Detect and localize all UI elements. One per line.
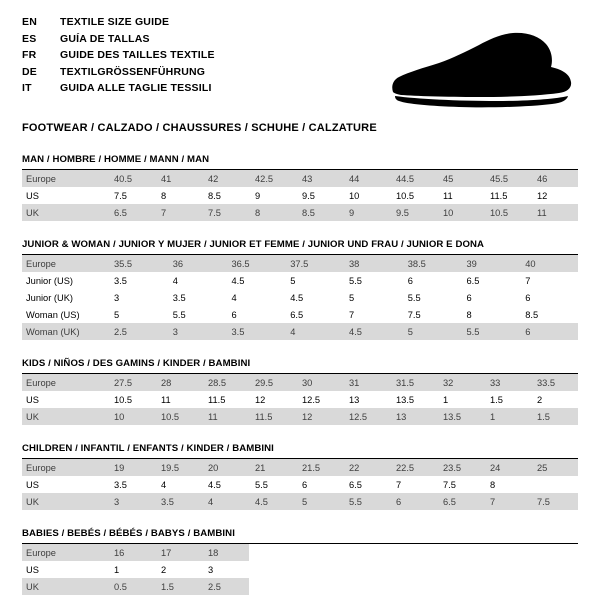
cell: 2.5: [202, 578, 249, 595]
cell: 7.5: [108, 187, 155, 204]
row-label: Europe: [22, 544, 108, 561]
cell: 5: [284, 272, 343, 289]
language-code: ES: [22, 32, 37, 45]
table-row: [22, 306, 578, 323]
cell: 5: [296, 493, 343, 510]
cell-empty: [390, 561, 437, 578]
size-table-children: [22, 459, 578, 510]
cell-empty: [531, 561, 578, 578]
language-row: [22, 14, 215, 31]
cell-empty: [437, 561, 484, 578]
cell: 10.5: [155, 408, 202, 425]
cell: 7.5: [531, 493, 578, 510]
cell: 44.5: [390, 170, 437, 187]
cell: 13.5: [390, 391, 437, 408]
cell: 4.5: [202, 476, 249, 493]
cell: 16: [108, 544, 155, 561]
cell: 21: [249, 459, 296, 476]
cell: 11.5: [249, 408, 296, 425]
row-label: Europe: [22, 255, 108, 272]
size-table-man: [22, 170, 578, 221]
table-row: [22, 476, 578, 493]
cell: 39: [461, 255, 520, 272]
language-title: GUIDA ALLE TAGLIE TESSILI: [60, 82, 212, 94]
cell: 2: [155, 561, 202, 578]
cell: 12: [531, 187, 578, 204]
cell: 28.5: [202, 374, 249, 391]
cell: 1: [437, 391, 484, 408]
cell-empty: [296, 561, 343, 578]
language-code: FR: [22, 49, 37, 61]
row-label: UK: [22, 408, 108, 425]
cell: 37.5: [284, 255, 343, 272]
cell-empty: [249, 544, 296, 561]
cell: 6.5: [108, 204, 155, 221]
cell: 4.5: [249, 493, 296, 510]
row-label: UK: [22, 493, 108, 510]
size-table-junior-woman: [22, 255, 578, 340]
cell-empty: [343, 561, 390, 578]
language-title: GUÍA DE TALLAS: [60, 32, 150, 45]
cell: 11: [437, 187, 484, 204]
cell: 9.5: [296, 187, 343, 204]
section-kids: [22, 358, 578, 425]
language-code: IT: [22, 82, 32, 94]
cell: 20: [202, 459, 249, 476]
cell: 0.5: [108, 578, 155, 595]
section-heading: CHILDREN / INFANTIL / ENFANTS / KINDER / BAMBINI: [22, 443, 578, 459]
cell: 6.5: [437, 493, 484, 510]
cell: 2: [531, 391, 578, 408]
cell: 8: [249, 204, 296, 221]
language-title: GUIDE DES TAILLES TEXTILE: [60, 49, 215, 61]
cell: 9: [343, 204, 390, 221]
cell: 19: [108, 459, 155, 476]
row-label: Woman (UK): [22, 323, 108, 340]
language-row: [22, 80, 215, 97]
table-row: [22, 391, 578, 408]
language-title-list: [22, 14, 215, 97]
section-junior-woman: [22, 239, 578, 340]
cell: 8: [484, 476, 531, 493]
cell: 45.5: [484, 170, 531, 187]
cell: 7: [343, 306, 402, 323]
cell: 17: [155, 544, 202, 561]
section-heading: KIDS / NIÑOS / DES GAMINS / KINDER / BAMBINI: [22, 358, 578, 374]
cell-empty: [437, 578, 484, 595]
cell-empty: [343, 578, 390, 595]
cell: 3: [108, 289, 167, 306]
cell: 4: [202, 493, 249, 510]
cell: 5.5: [343, 272, 402, 289]
cell: 12: [296, 408, 343, 425]
cell: 29.5: [249, 374, 296, 391]
table-row: [22, 459, 578, 476]
cell: 1.5: [531, 408, 578, 425]
cell: 19.5: [155, 459, 202, 476]
document-header: [22, 14, 578, 108]
cell: [531, 476, 578, 493]
language-title: TEXTILGRÖSSENFÜHRUNG: [60, 65, 206, 78]
cell: 11.5: [202, 391, 249, 408]
table-row: [22, 255, 578, 272]
section-heading: BABIES / BEBÉS / BÉBÉS / BABYS / BAMBINI: [22, 528, 578, 544]
cell: 10: [437, 204, 484, 221]
cell: 12: [249, 391, 296, 408]
row-label: US: [22, 187, 108, 204]
cell: 6.5: [284, 306, 343, 323]
cell: 11: [202, 408, 249, 425]
cell: 5.5: [343, 493, 390, 510]
cell: 1.5: [155, 578, 202, 595]
cell: 28: [155, 374, 202, 391]
language-row: [22, 64, 215, 81]
cell: 41: [155, 170, 202, 187]
cell: 42: [202, 170, 249, 187]
cell: 9: [249, 187, 296, 204]
row-label: US: [22, 561, 108, 578]
cell: 4.5: [226, 272, 285, 289]
cell: 3: [108, 493, 155, 510]
cell: 9.5: [390, 204, 437, 221]
cell: 1.5: [484, 391, 531, 408]
cell-empty: [249, 561, 296, 578]
category-title: FOOTWEAR / CALZADO / CHAUSSURES / SCHUHE / CALZATURE: [22, 122, 377, 134]
table-row: [22, 544, 578, 561]
cell: 5.5: [249, 476, 296, 493]
row-label: UK: [22, 578, 108, 595]
cell: 12.5: [343, 408, 390, 425]
language-title: TEXTILE SIZE GUIDE: [60, 16, 170, 28]
cell: 4: [155, 476, 202, 493]
cell: 8: [155, 187, 202, 204]
cell: 5: [108, 306, 167, 323]
cell: 5.5: [167, 306, 226, 323]
section-heading: JUNIOR & WOMAN / JUNIOR Y MUJER / JUNIOR ET FEMME / JUNIOR UND FRAU / JUNIOR E DONA: [22, 239, 578, 255]
cell: 32: [437, 374, 484, 391]
cell: 23.5: [437, 459, 484, 476]
cell-empty: [484, 544, 531, 561]
cell: 4: [167, 272, 226, 289]
row-label: Europe: [22, 170, 108, 187]
table-row: [22, 408, 578, 425]
cell-empty: [437, 544, 484, 561]
cell: 27.5: [108, 374, 155, 391]
cell: 5.5: [402, 289, 461, 306]
cell: 33.5: [531, 374, 578, 391]
cell-empty: [296, 544, 343, 561]
cell: 1: [484, 408, 531, 425]
cell: 31.5: [390, 374, 437, 391]
language-row: [22, 31, 215, 48]
section-children: [22, 443, 578, 510]
cell: 6: [226, 306, 285, 323]
cell: 3.5: [167, 289, 226, 306]
cell: 33: [484, 374, 531, 391]
row-label: Europe: [22, 459, 108, 476]
table-row: [22, 374, 578, 391]
cell: 38: [343, 255, 402, 272]
cell: 36.5: [226, 255, 285, 272]
cell: 10.5: [108, 391, 155, 408]
cell-empty: [249, 578, 296, 595]
cell: 44: [343, 170, 390, 187]
cell: 1: [108, 561, 155, 578]
cell: 8: [461, 306, 520, 323]
section-babies: [22, 528, 578, 595]
row-label: Woman (US): [22, 306, 108, 323]
cell: 8.5: [519, 306, 578, 323]
cell: 7: [519, 272, 578, 289]
language-code: DE: [22, 65, 37, 78]
table-row: [22, 187, 578, 204]
table-row: [22, 578, 578, 595]
cell: 4: [226, 289, 285, 306]
cell: 7: [155, 204, 202, 221]
cell: 3: [202, 561, 249, 578]
cell: 42.5: [249, 170, 296, 187]
cell: 13: [343, 391, 390, 408]
row-label: Europe: [22, 374, 108, 391]
cell: 3: [167, 323, 226, 340]
cell: 21.5: [296, 459, 343, 476]
cell: 7.5: [202, 204, 249, 221]
cell: 10.5: [484, 204, 531, 221]
cell: 25: [531, 459, 578, 476]
cell: 7: [484, 493, 531, 510]
row-label: UK: [22, 204, 108, 221]
cell: 24: [484, 459, 531, 476]
cell: 6: [402, 272, 461, 289]
cell: 12.5: [296, 391, 343, 408]
cell: 3.5: [226, 323, 285, 340]
cell: 7.5: [437, 476, 484, 493]
cell: 8.5: [296, 204, 343, 221]
dress-shoe-icon: [387, 30, 572, 108]
cell: 10.5: [390, 187, 437, 204]
table-row: [22, 561, 578, 578]
cell-empty: [390, 544, 437, 561]
row-label: US: [22, 476, 108, 493]
row-label: Junior (US): [22, 272, 108, 289]
cell: 6: [519, 323, 578, 340]
cell-empty: [484, 578, 531, 595]
cell: 6.5: [461, 272, 520, 289]
size-table-babies: [22, 544, 578, 595]
cell: 4: [284, 323, 343, 340]
cell: 38.5: [402, 255, 461, 272]
row-label: Junior (UK): [22, 289, 108, 306]
cell: 36: [167, 255, 226, 272]
cell: 10: [343, 187, 390, 204]
cell: 35.5: [108, 255, 167, 272]
cell-empty: [343, 544, 390, 561]
cell: 3.5: [108, 272, 167, 289]
cell: 4.5: [343, 323, 402, 340]
section-heading: MAN / HOMBRE / HOMME / MANN / MAN: [22, 154, 578, 170]
cell: 8.5: [202, 187, 249, 204]
cell: 6.5: [343, 476, 390, 493]
cell: 7.5: [402, 306, 461, 323]
cell: 6: [461, 289, 520, 306]
size-table-kids: [22, 374, 578, 425]
table-row: [22, 204, 578, 221]
cell: 3.5: [155, 493, 202, 510]
cell: 11.5: [484, 187, 531, 204]
section-man: [22, 154, 578, 221]
cell: 11: [531, 204, 578, 221]
cell: 5: [402, 323, 461, 340]
cell-empty: [531, 578, 578, 595]
cell: 13.5: [437, 408, 484, 425]
cell: 40.5: [108, 170, 155, 187]
table-row: [22, 493, 578, 510]
cell: 43: [296, 170, 343, 187]
cell: 22.5: [390, 459, 437, 476]
cell: 30: [296, 374, 343, 391]
cell: 6: [390, 493, 437, 510]
cell: 5.5: [461, 323, 520, 340]
cell: 4.5: [284, 289, 343, 306]
cell: 2.5: [108, 323, 167, 340]
cell: 40: [519, 255, 578, 272]
cell: 46: [531, 170, 578, 187]
cell: 7: [390, 476, 437, 493]
language-row: [22, 47, 215, 64]
language-code: EN: [22, 16, 37, 28]
cell: 5: [343, 289, 402, 306]
cell: 3.5: [108, 476, 155, 493]
row-label: US: [22, 391, 108, 408]
cell: 45: [437, 170, 484, 187]
cell-empty: [296, 578, 343, 595]
cell: 11: [155, 391, 202, 408]
table-row: [22, 272, 578, 289]
cell-empty: [531, 544, 578, 561]
cell-empty: [484, 561, 531, 578]
table-row: [22, 323, 578, 340]
cell-empty: [390, 578, 437, 595]
cell: 31: [343, 374, 390, 391]
table-row: [22, 289, 578, 306]
cell: 22: [343, 459, 390, 476]
cell: 13: [390, 408, 437, 425]
table-row: [22, 170, 578, 187]
cell: 10: [108, 408, 155, 425]
cell: 18: [202, 544, 249, 561]
cell: 6: [519, 289, 578, 306]
cell: 6: [296, 476, 343, 493]
